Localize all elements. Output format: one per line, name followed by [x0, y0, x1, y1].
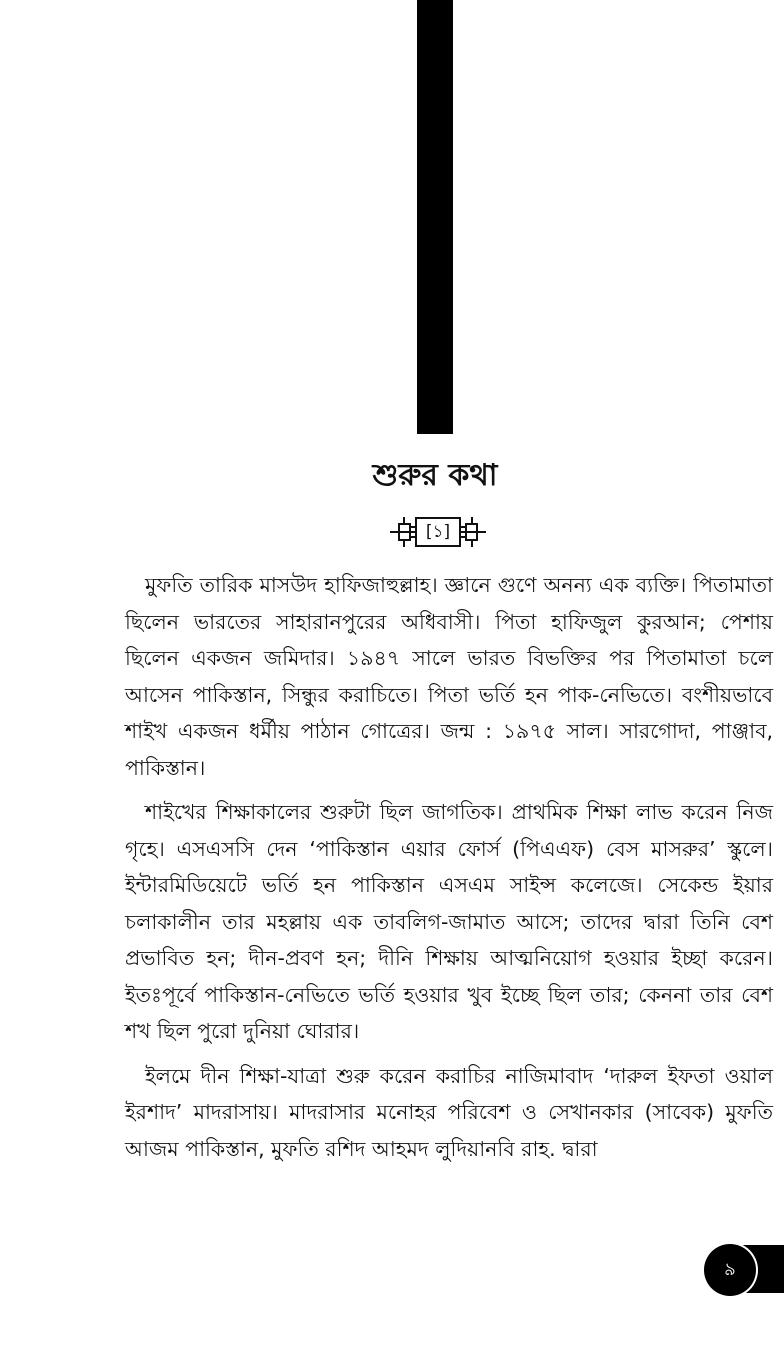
- chapter-number: [১]: [425, 522, 451, 542]
- page-number: ৯: [724, 1259, 736, 1280]
- paragraph: ইলমে দীন শিক্ষা-যাত্রা শুরু করেন করাচির নাজিমাবাদ ‘দারুল ইফতা ওয়াল ইরশাদ’ মাদরাসায়। মাদরাসার মনোহর পরিবেশ ও সেখানকার (সাবেক) মুফতি আজম পাকিস্তান, মুফতি রশিদ আহমদ লুদিয়ানবি রাহ. দ্বারা: [125, 1063, 773, 1161]
- paragraph: শাইখের শিক্ষাকালের শুরুটা ছিল জাগতিক। প্রাথমিক শিক্ষা লাভ করেন নিজ গৃহে। এসএসসি দেন ‘পাকিস্তান এয়ার ফোর্স (পিএএফ) বেস মাসরুর’ স্কুলে। ইন্টারমিডিয়েটে ভর্তি হন পাকিস্তান এসএম সাইন্স কলেজে। সেকেন্ড ইয়ার চলাকালীন তার মহল্লায় এক তাবলিগ-জামাত আসে; তাদের দ্বারা তিনি বেশ প্রভাবিত হন; দীন-প্রবণ হন; দীনি শিক্ষায় আত্মনিয়োগ হওয়ার ইচ্ছা করেন। ইতঃপূর্বে পাকিস্তান-নেভিতে ভর্তি হওয়ার খুব ইচ্ছে ছিল তার; কেননা তার বেশ শখ ছিল পুরো দুনিয়া ঘোরার।: [125, 800, 773, 1043]
- paragraph: মুফতি তারিক মাসউদ হাফিজাহুল্লাহ। জ্ঞানে গুণে অনন্য এক ব্যক্তি। পিতামাতা ছিলেন ভারতের সাহারানপুরের অধিবাসী। পিতা হাফিজুল কুরআন; পেশায় ছিলেন একজন জমিদার। ১৯৪৭ সালে ভারত বিভক্তির পর পিতামাতা চলে আসেন পাকিস্তান, সিন্ধুর করাচিতে। পিতা ভর্তি হন পাক-নেভিতে। বংশীয়ভাবে শাইখ একজন ধর্মীয় পাঠান গোত্রের। জন্ম : ১৯৭৫ সাল। সারগোদা, পাঞ্জাব, পাকিস্তান।: [125, 573, 773, 780]
- chapter-bar-decoration: [417, 0, 453, 434]
- body-text: [125, 567, 773, 1175]
- chapter-number-ornament: [388, 513, 488, 551]
- chapter-title: শুরুর কথা: [372, 458, 498, 493]
